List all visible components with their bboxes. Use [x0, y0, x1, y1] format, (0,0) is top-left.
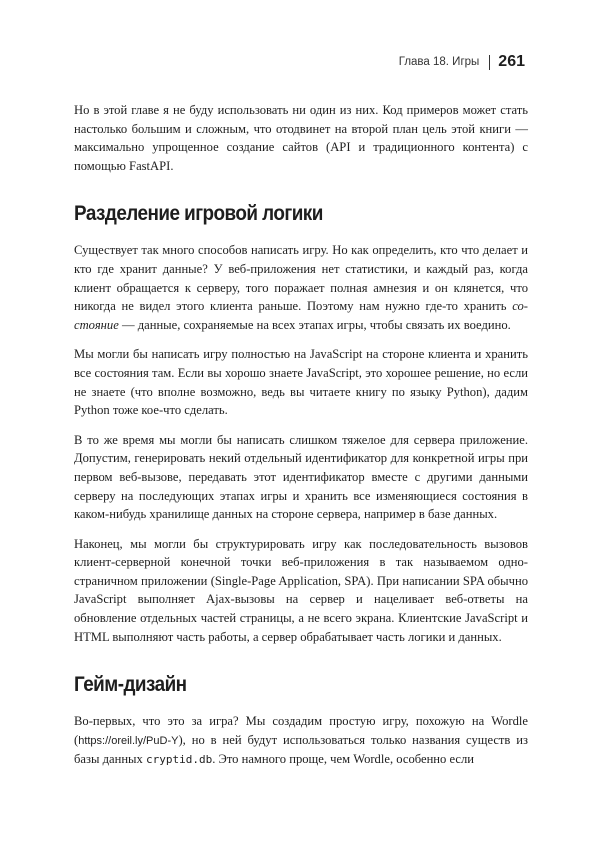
paragraph: [74, 712, 528, 770]
text-run: — данные, сохраняемые на всех этапах игры, чтобы связать их воедино.: [118, 317, 511, 332]
code-filename: cryptid.db: [145, 753, 213, 767]
section-heading-game-design: Гейм-дизайн: [74, 673, 187, 697]
emphasis-term: состояние: [74, 299, 528, 332]
text-run: Во-первых, что это за игра? Мы создадим простую игру, похожую на Wordle (: [74, 714, 528, 747]
paragraph: В то же время мы могли бы написать слишком тяжелое для сервера приложение. Допустим, генерировать некий отдельный идентификатор для конкретной игры при первом веб-вызове, передавать этот идентификатор вместе с другими данными серверу на последующих этапах игры и хранить все изменяющиеся состояния в каком-нибудь хранилище данных на стороне сервера, например в базе данных.: [74, 432, 528, 522]
page-number: 261: [498, 53, 525, 70]
page-body: [74, 101, 528, 781]
running-head: [399, 53, 525, 71]
paragraph: Наконец, мы могли бы структурировать игру как последовательность вызовов клиент-серверной конечной точки веб-приложения в так называемом одностраничном приложении (Single-Page Application, SPA). При написании SPA обычно JavaScript выполняет Ajax-вызовы на сервер и нацеливает веб-ответы на обновление отдельных частей страницы, а не всего экрана. Клиентские JavaScript и HTML выполняют часть работы, а сервер обрабатывает часть логики и данных.: [74, 536, 528, 644]
chapter-title: Глава 18. Игры: [399, 55, 491, 70]
text-run: Существует так много способов написать игру. Но как определить, кто что делает и кто где хранит данные? У веб-приложения нет статистики, и каждый раз, когда клиент обращается к серверу, того поражает полная амнезия и он клянется, что никогда не видел этого клиента раньше. Поэтому нам нужно где-то хранить: [74, 243, 528, 314]
intro-paragraph: Но в этой главе я не буду использовать ни один из них. Код примеров может стать настолько большим и сложным, что отодвинет на второй план цель этой книги — максимально упрощенное создание сайтов (API и традиционного контента) с помощью FastAPI.: [74, 103, 528, 173]
paragraph: [74, 241, 528, 334]
text-run: . Это намного проще, чем Wordle, особенно если: [212, 752, 475, 767]
section-heading-game-logic: Разделение игровой логики: [74, 202, 323, 226]
wordle-link[interactable]: https://oreil.ly/PuD-Y: [78, 734, 179, 747]
text-run: ), но в ней будут использоваться только названия существ из базы данных: [74, 732, 528, 767]
paragraph: Мы могли бы написать игру полностью на JavaScript на стороне клиента и хранить все состояния там. Если вы хорошо знаете JavaScript, это хорошее решение, но если не знаете (что вполне возможно, ведь вы читаете книгу по языку Python), дадим Python тоже кое-что сделать.: [74, 347, 528, 418]
